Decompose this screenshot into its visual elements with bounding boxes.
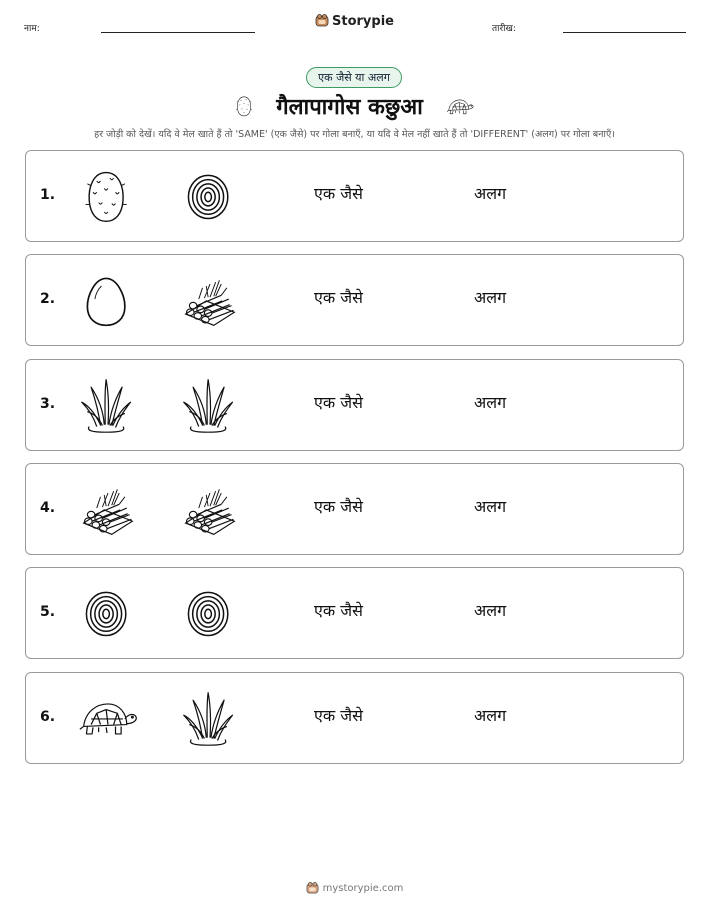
question-row [25,359,684,451]
different-option[interactable]: अलग [474,496,507,516]
question-number: 1. [40,187,56,203]
name-line[interactable] [101,32,255,33]
same-option[interactable]: एक जैसे [314,705,363,725]
name-label: नाम: [24,24,40,34]
question-number: 2. [40,291,56,308]
question-number: 6. [40,708,56,725]
question-row [25,150,684,242]
brand-logo [0,13,709,29]
different-option[interactable]: अलग [474,705,507,725]
page-title: गैलापागोस कछुआ [276,95,423,120]
sticks-icon [78,478,138,540]
date-line[interactable] [563,32,686,33]
same-option[interactable]: एक जैसे [314,288,363,308]
different-option[interactable]: अलग [474,601,507,621]
different-option[interactable]: अलग [474,184,507,203]
shell-icon [180,165,240,227]
same-option[interactable]: एक जैसे [314,392,363,412]
shell-icon [180,582,240,644]
grass-icon [78,374,138,436]
different-option[interactable]: अलग [474,288,507,308]
cactus-icon [78,165,138,227]
cactus-pad-icon [233,91,255,121]
brand-name: Storypie [332,14,394,29]
grass-icon [180,374,240,436]
question-row [25,567,684,659]
shell-icon [78,582,138,644]
footer [0,881,709,894]
same-option[interactable]: एक जैसे [314,184,363,203]
different-option[interactable]: अलग [474,392,507,412]
question-row [25,672,684,764]
sticks-icon [180,478,240,540]
egg-icon [78,269,138,331]
grass-icon [180,687,240,749]
question-number: 5. [40,604,56,621]
date-label: तारीख: [492,24,516,34]
question-row [25,463,684,555]
tortoise-icon [78,687,138,749]
worksheet-tag: एक जैसे या अलग [306,67,402,88]
storypie-footer-logo-icon [306,881,319,894]
sticks-icon [180,269,240,331]
question-row [25,254,684,346]
title-row [0,91,709,121]
same-option[interactable]: एक जैसे [314,496,363,516]
storypie-logo-icon [315,13,329,27]
same-option[interactable]: एक जैसे [314,601,363,621]
footer-site: mystorypie.com [322,883,404,894]
question-number: 4. [40,499,56,516]
tortoise-icon [444,93,476,119]
question-number: 3. [40,395,56,412]
instructions: हर जोड़ी को देखें। यदि वे मेल खाते हैं तो 'SAME' (एक जैसे) पर गोला बनाएँ, या यदि वे मेल नहीं खाते हैं तो 'DIFFERENT' (अलग) पर गोला बनाएँ। [94,129,615,140]
